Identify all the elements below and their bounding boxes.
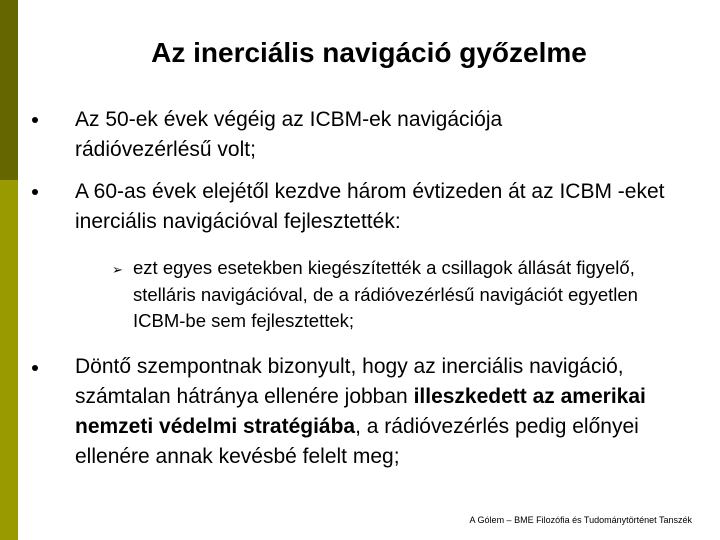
bullet-item-3-text-end: , a rádióvezérlés pedig előnyei ellenére annak kevésbé felelt meg;	[75, 415, 639, 468]
bullet-icon	[32, 117, 38, 123]
bullet-icon	[32, 189, 38, 195]
arrow-bullet-icon: ➢	[112, 262, 123, 277]
bullet-icon	[32, 365, 38, 371]
bullet-item-3-text: Döntő szempontnak bizonyult, hogy az inerciális navigáció, számtalan hátránya ellenére jobban	[75, 355, 624, 408]
bullet-item-1: Az 50-ek évek végéig az ICBM-ek navigációja rádióvezérlésű volt;	[75, 108, 503, 161]
sidebar-accent-top	[0, 0, 18, 180]
slide-title: Az inerciális navigáció győzelme	[151, 37, 587, 68]
bullet-item-3	[75, 352, 715, 472]
sidebar-accent-bottom	[0, 180, 18, 540]
bullet-item-2: A 60-as évek elejétől kezdve három évtizeden át az ICBM -eket inerciális navigációval fejlesztették:	[75, 180, 665, 233]
sub-bullet-item: ezt egyes esetekben kiegészítették a csillagok állását figyelő, stelláris navigációval, de a rádióvezérlésű navigációt egyetlen ICBM-be sem fejlesztettek;	[133, 257, 638, 331]
sidebar-accent	[0, 0, 18, 540]
bullet-item-3-emphasis: illeszkedett az amerikai nemzeti védelmi stratégiába	[75, 385, 646, 438]
footer-credit: A Gólem – BME Filozófia és Tudománytörténet Tanszék	[469, 515, 692, 525]
